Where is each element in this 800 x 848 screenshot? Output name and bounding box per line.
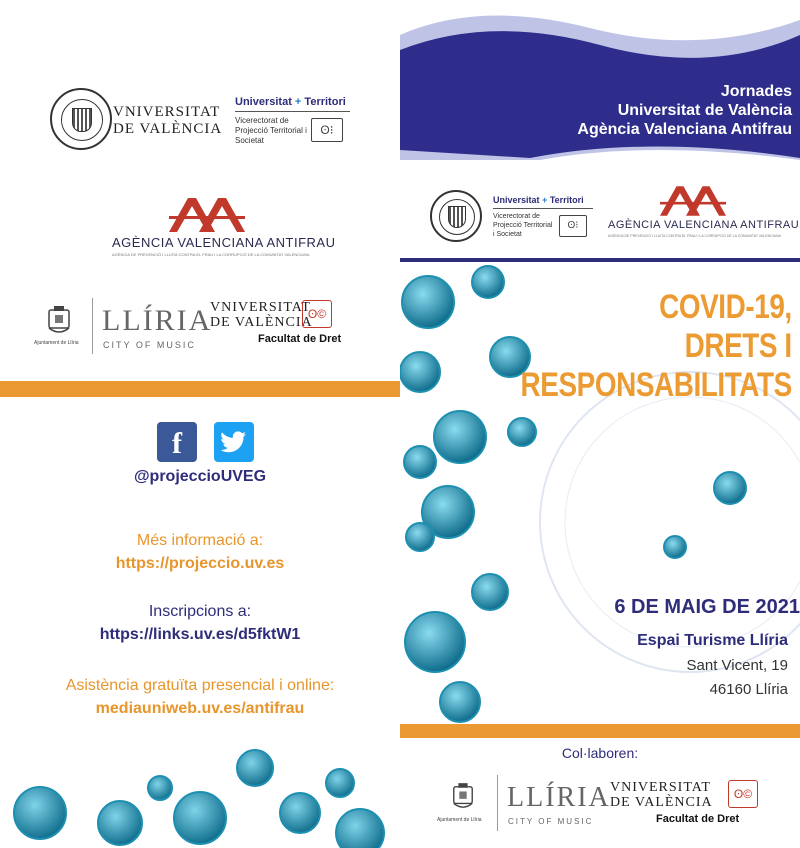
ava-logo bbox=[112, 198, 336, 258]
social-handle[interactable]: @projeccioUVEG bbox=[133, 468, 267, 485]
attendance-label: Asistència gratuïta presencial i online: bbox=[65, 677, 335, 694]
faculty-ear-hand-small-icon: ʘ© bbox=[728, 780, 758, 808]
lliria-tagline: CITY OF MUSIC bbox=[103, 340, 196, 350]
uv-logo-text: VNIVERSITAT DE VALÈNCIA bbox=[113, 104, 223, 137]
ava-name: AGÈNCIA VALENCIANA ANTIFRAU bbox=[112, 235, 336, 250]
orange-divider-right bbox=[400, 724, 800, 738]
faculty-logo: VNIVERSITAT DE VALÈNCIA ʘ© Facultat de Dret bbox=[210, 300, 342, 345]
registration-link[interactable]: https://links.uv.es/d5fktW1 bbox=[99, 626, 301, 643]
event-address: Sant Vicent, 19 46160 Llíria bbox=[686, 657, 788, 698]
ava-mark-small-icon bbox=[660, 186, 726, 216]
main-visual bbox=[400, 258, 800, 728]
lliria-crest-icon bbox=[46, 306, 72, 336]
registration-label: Inscripcions a: bbox=[148, 603, 252, 620]
header-text: Jornades Universitat de València Agència Valenciana Antifrau bbox=[577, 83, 792, 138]
orange-divider bbox=[0, 381, 400, 397]
more-info-label: Més informació a: bbox=[136, 532, 264, 549]
ava-mark-icon bbox=[169, 198, 245, 232]
right-panel bbox=[400, 0, 800, 848]
ear-hand-small-icon: ʘ⁝ bbox=[559, 215, 587, 237]
virus-decoration-left bbox=[0, 728, 400, 848]
lliria-crest-small-icon bbox=[451, 783, 475, 811]
event-title: COVID-19, DRETS I RESPONSABILITATS bbox=[520, 288, 792, 404]
ava-logo-small: AGÈNCIA VALENCIANA ANTIFRAU AGÈNCIA DE PREVENCIÓ I LLUITA CONTRA EL FRAU I LA CORRUPCIÓ DE LA COMUNITAT VALENCIANA bbox=[608, 186, 778, 246]
attendance-link[interactable]: mediauniweb.uv.es/antifrau bbox=[95, 700, 305, 717]
lliria-logo bbox=[30, 298, 213, 358]
lliria-logo-small: Ajuntament de Llíria LLÍRIA CITY OF MUSIC bbox=[435, 775, 605, 835]
event-date: 6 DE MAIG DE 2021 bbox=[614, 596, 800, 618]
twitter-icon[interactable] bbox=[214, 422, 254, 462]
faculty-name: Facultat de Dret bbox=[258, 333, 342, 345]
event-venue: Espai Turisme Llíria bbox=[637, 632, 788, 649]
uv-seal-small-icon bbox=[430, 190, 482, 242]
lliria-name: LLÍRIA bbox=[102, 304, 213, 337]
ava-tagline: AGÈNCIA DE PREVENCIÓ I LLUITA CONTRA EL FRAU I LA CORRUPCIÓ DE LA COMUNITAT VALENCIANA bbox=[112, 252, 310, 257]
uv-seal-icon bbox=[50, 88, 112, 150]
faculty-ear-hand-icon: ʘ© bbox=[302, 300, 332, 328]
faculty-logo-small: VNIVERSITAT DE VALÈNCIA ʘ© Facultat de Dret bbox=[610, 780, 770, 830]
lliria-council: Ajuntament de Llíria bbox=[34, 340, 79, 346]
collaborators-label: Col·laboren: bbox=[561, 745, 639, 761]
ear-hand-icon: ʘ⁝ bbox=[311, 118, 343, 142]
territori-logo-small: Universitat + Territori Vicerectorat de Projecció Territorial i Societat ʘ⁝ bbox=[493, 195, 593, 239]
facebook-icon[interactable]: f bbox=[157, 422, 197, 462]
territori-logo: Universitat + Territori Vicerectorat de Projecció Territorial i Societat ʘ⁝ bbox=[235, 96, 350, 146]
more-info-link[interactable]: https://projeccio.uv.es bbox=[115, 555, 285, 572]
